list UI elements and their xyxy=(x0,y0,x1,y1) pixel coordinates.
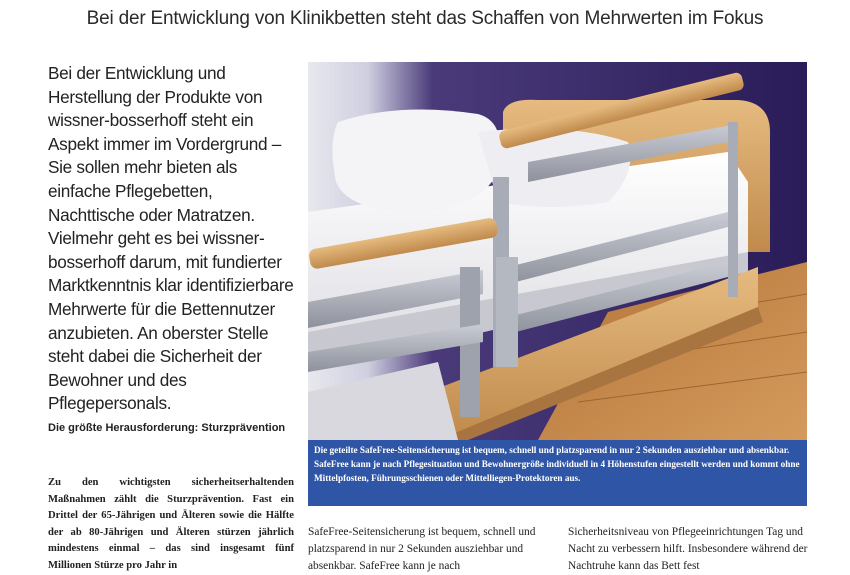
body-text-middle: SafeFree-Seitensicherung ist bequem, schnell und platzsparend in nur 2 Sekunden ausziehbar und absenkbar. SafeFree kann je nach xyxy=(308,526,536,572)
intro-paragraph: Bei der Entwicklung und Herstellung der Produkte von wissner-bosserhoff steht ein Aspekt immer im Vordergrund – Sie sollen mehr bieten als einfache Pflegebetten, Nachttische oder Matratzen. Vielmehr geht es bei wissner-bosserhoff darum, mit fundierter Marktkenntnis klar identifizierbare Mehrwerte für die Bettennutzer anzubieten. An oberster Stelle steht dabei die Sicherheit der Bewohner und des Pflegepersonals. xyxy=(48,63,294,414)
page-headline: Bei der Entwicklung von Klinikbetten steht das Schaffen von Mehrwerten im Fokus xyxy=(86,8,764,29)
section-subheading: Die größte Herausforderung: Sturzprävention xyxy=(48,422,286,434)
bed-photo xyxy=(308,62,807,440)
photo-caption: Die geteilte SafeFree-Seitensicherung ist bequem, schnell und platzsparend in nur 2 Sekunden ausziehbar und absenkbar. SafeFree kann je nach Pflegesituation und Bewohnergröße individuell in 4 Höhenstufen eingestellt werden und kommt ohne Mittelpfosten, Führungsschienen oder Mittelliegen-Protektoren aus. xyxy=(308,440,807,506)
body-text-left: Zu den wichtigsten sicherheitserhaltenden Maßnahmen zählt die Sturzprävention. Fast ein Drittel der 65-Jährigen und Älteren sowie die Hälfte der ab 80-Jährigen und Älteren stürzen jährlich mindestens einmal – das sind insgesamt fünf Millionen Stürze pro Jahr in xyxy=(48,477,294,571)
body-text-right: Sicherheitsniveau von Pflegeeinrichtungen Tag und Nacht zu verbessern hilft. Insbesondere während der Nachtruhe kann das Bett fest xyxy=(568,526,808,572)
